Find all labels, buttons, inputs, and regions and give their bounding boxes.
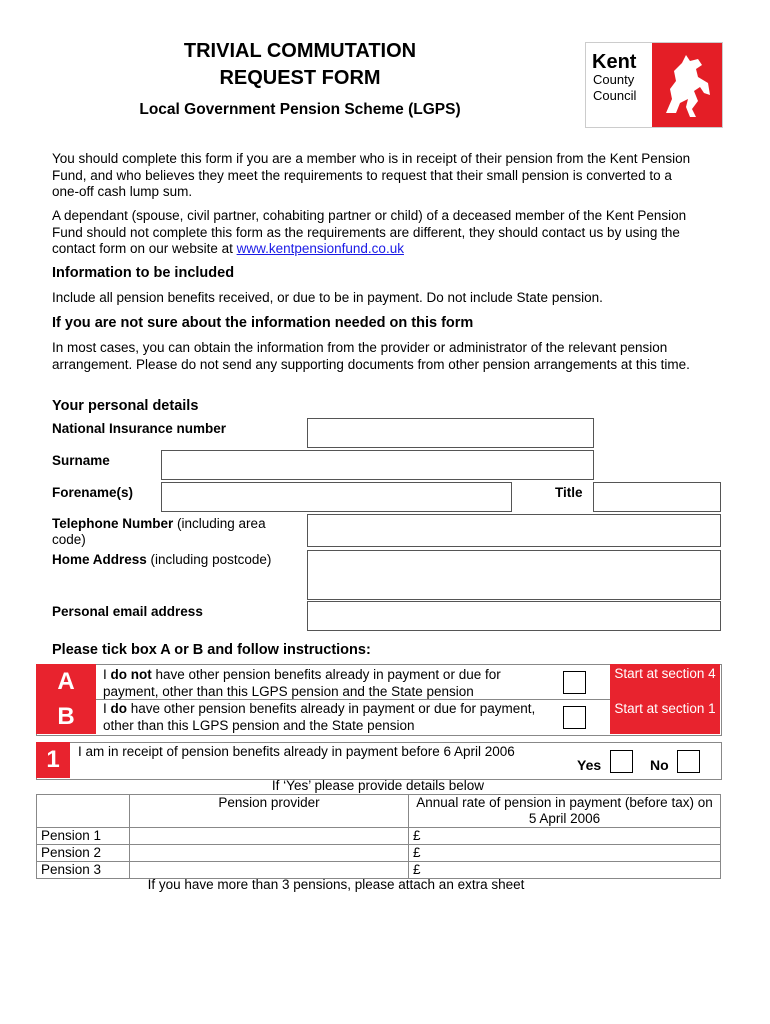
- option-b-badge: B: [36, 699, 96, 734]
- forenames-label: Forename(s): [52, 485, 134, 500]
- info-text: Include all pension benefits received, or due to be in payment. Do not include State pension.: [52, 290, 603, 305]
- surname-label: Surname: [52, 453, 110, 468]
- unsure-text: In most cases, you can obtain the information from the provider or administrator of the relevant pension arrangement. Please do not send any supporting documents from other pension arrangements at this time.: [52, 340, 690, 372]
- col-annual-rate: Annual rate of pension in payment (before tax) on 5 April 2006: [409, 795, 721, 828]
- intro-paragraph-1: You should complete this form if you are a member who is in receipt of their pension from the Kent Pension Fund, and who believes they meet the requirements to request that their small pension is converted to a one-off cash lump sum.: [52, 151, 691, 199]
- pension-provider-cell[interactable]: [130, 862, 409, 879]
- option-b-pre: I: [103, 701, 111, 716]
- title-field[interactable]: [593, 482, 721, 512]
- option-b-bold: do: [110, 701, 128, 716]
- option-a-text: [103, 666, 541, 700]
- option-a-badge: A: [36, 664, 96, 699]
- option-a-action: Start at section 4: [610, 664, 720, 699]
- option-a-checkbox[interactable]: [563, 671, 586, 694]
- personal-details-heading: Your personal details: [52, 398, 199, 414]
- table-row: [37, 828, 721, 845]
- table-header-blank: [37, 795, 130, 828]
- intro-paragraph-2: [52, 208, 692, 258]
- logo-text-kent: Kent: [592, 51, 637, 73]
- email-field[interactable]: [307, 601, 721, 631]
- annual-rate-cell[interactable]: [409, 845, 721, 862]
- telephone-label-rest: (including area code): [52, 516, 266, 547]
- section-1-badge: 1: [36, 742, 70, 778]
- option-b-checkbox[interactable]: [563, 706, 586, 729]
- option-b-post: have other pension benefits already in payment or due for payment, other than this LGPS pension and the State pension: [103, 701, 536, 733]
- logo-text-council: Council: [593, 88, 637, 103]
- home-address-label-rest: (including postcode): [146, 552, 272, 567]
- kent-county-council-logo: [585, 42, 723, 128]
- pension-provider-cell[interactable]: [130, 828, 409, 845]
- annual-rate-cell[interactable]: [409, 862, 721, 879]
- annual-rate-cell[interactable]: [409, 828, 721, 845]
- option-a-pre: I: [103, 667, 111, 682]
- table-header-row: [37, 795, 721, 828]
- home-address-field[interactable]: [307, 550, 721, 600]
- col-pension-provider: Pension provider: [130, 795, 409, 828]
- surname-field[interactable]: [161, 450, 594, 480]
- yes-label: Yes: [577, 757, 602, 773]
- row-label: Pension 2: [37, 845, 130, 862]
- form-title-line2: REQUEST FORM: [219, 67, 381, 89]
- table-row: [37, 862, 721, 879]
- option-a-bold: do not: [110, 667, 152, 682]
- currency-symbol: £: [413, 862, 421, 877]
- option-a-post: have other pension benefits already in payment or due for payment, other than this LGPS pension and the State pension: [103, 667, 501, 699]
- row-label: Pension 3: [37, 862, 130, 879]
- table-row: [37, 845, 721, 862]
- option-b-text: [103, 700, 541, 734]
- ni-number-label: National Insurance number: [52, 421, 227, 436]
- telephone-label-bold: Telephone Number: [52, 516, 174, 531]
- logo-text-county: County: [593, 72, 635, 87]
- currency-symbol: £: [413, 828, 421, 843]
- telephone-field[interactable]: [307, 514, 721, 547]
- info-heading: Information to be included: [52, 265, 235, 281]
- no-label: No: [650, 757, 669, 773]
- email-label: Personal email address: [52, 604, 203, 619]
- details-heading: If ‘Yes’ please provide details below: [271, 778, 485, 793]
- form-subtitle: Local Government Pension Scheme (LGPS): [139, 101, 461, 118]
- home-address-label-bold: Home Address: [52, 552, 147, 567]
- forenames-field[interactable]: [161, 482, 512, 512]
- currency-symbol: £: [413, 845, 421, 860]
- row-label: Pension 1: [37, 828, 130, 845]
- intro-paragraph-2-text: A dependant (spouse, civil partner, cohabiting partner or child) of a deceased member of the Kent Pension Fund should not complete this form as the requirements are different, they should contact us by using the contact form on our website at: [52, 208, 687, 256]
- tick-heading: Please tick box A or B and follow instructions:: [52, 642, 371, 658]
- option-b-action: Start at section 1: [610, 699, 720, 734]
- white-horse-icon: [652, 43, 722, 127]
- telephone-label: [52, 516, 302, 548]
- home-address-label: [52, 552, 271, 567]
- pension-provider-cell[interactable]: [130, 845, 409, 862]
- yes-checkbox[interactable]: [610, 750, 633, 773]
- website-link[interactable]: www.kentpensionfund.co.uk: [236, 241, 404, 256]
- section-1-question: I am in receipt of pension benefits already in payment before 6 April 2006: [78, 744, 515, 759]
- title-label: Title: [555, 485, 583, 500]
- ni-number-field[interactable]: [307, 418, 594, 448]
- extra-sheet-note: If you have more than 3 pensions, please attach an extra sheet: [147, 877, 525, 892]
- pension-details-table: [36, 794, 721, 879]
- no-checkbox[interactable]: [677, 750, 700, 773]
- form-title-line1: TRIVIAL COMMUTATION: [183, 40, 417, 62]
- unsure-heading: If you are not sure about the information needed on this form: [52, 315, 474, 331]
